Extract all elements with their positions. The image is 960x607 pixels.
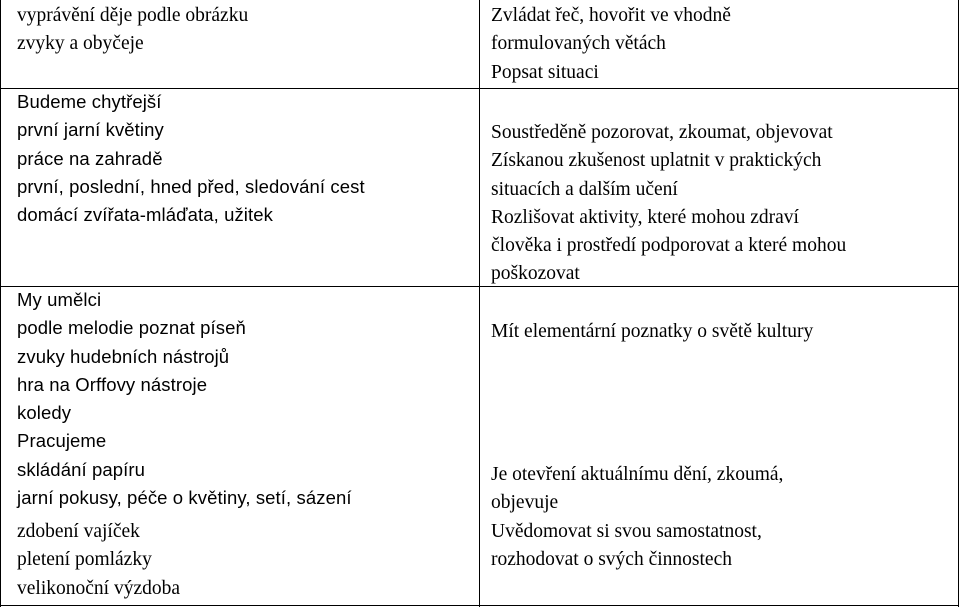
text-line: zvuky hudebních nástrojů bbox=[17, 345, 230, 367]
text-line: Pracujeme bbox=[17, 430, 107, 452]
text-line: objevuje bbox=[491, 492, 559, 514]
right-cell-3 bbox=[491, 318, 813, 346]
text-line: Popsat situaci bbox=[491, 61, 599, 83]
left-cell-2 bbox=[17, 88, 365, 229]
text-line: první jarní květiny bbox=[17, 119, 164, 141]
table-border-right bbox=[958, 0, 959, 607]
column-divider bbox=[479, 0, 480, 607]
left-cell-1 bbox=[17, 2, 248, 59]
text-line: hra na Orffovy nástroje bbox=[17, 373, 208, 395]
right-cell-1 bbox=[491, 2, 731, 87]
text-line: koledy bbox=[17, 402, 72, 424]
text-line: domácí zvířata-mláďata, užitek bbox=[17, 204, 273, 226]
text-line: My umělci bbox=[17, 289, 102, 310]
text-line: zvyky a obyčeje bbox=[17, 33, 144, 55]
text-line: Soustředěně pozorovat, zkoumat, objevovat bbox=[491, 122, 833, 143]
left-cell-3-serif bbox=[17, 518, 180, 603]
text-line: poškozovat bbox=[491, 263, 580, 285]
left-cell-3 bbox=[17, 286, 352, 512]
table-border-left bbox=[0, 0, 1, 607]
right-cell-4 bbox=[491, 461, 783, 574]
text-line: člověka i prostředí podporovat a které mohou bbox=[491, 235, 847, 257]
text-line: podle melodie poznat píseň bbox=[17, 317, 246, 339]
text-line: práce na zahradě bbox=[17, 147, 163, 169]
text-line: skládání papíru bbox=[17, 458, 146, 480]
text-line: pletení pomlázky bbox=[17, 549, 152, 571]
right-cell-2 bbox=[491, 119, 846, 289]
text-line: velikonoční výzdoba bbox=[17, 577, 180, 599]
text-line: Je otevření aktuálnímu dění, zkoumá, bbox=[491, 464, 784, 485]
text-line: situacích a dalším učení bbox=[491, 178, 678, 200]
text-line: Rozlišovat aktivity, které mohou zdraví bbox=[491, 206, 799, 228]
text-line: vyprávění děje podle obrázku bbox=[17, 5, 249, 26]
text-line: Získanou zkušenost uplatnit v praktických bbox=[491, 150, 822, 172]
text-line: Mít elementární poznatky o světě kultury bbox=[491, 321, 814, 342]
text-line: Budeme chytřejší bbox=[17, 91, 162, 112]
text-line: rozhodovat o svých činnostech bbox=[491, 548, 732, 570]
text-line: Uvědomovat si svou samostatnost, bbox=[491, 520, 762, 542]
text-line: formulovaných větách bbox=[491, 33, 666, 55]
text-line: první, poslední, hned před, sledování cest bbox=[17, 175, 365, 197]
text-line: zdobení vajíček bbox=[17, 521, 140, 542]
text-line: jarní pokusy, péče o květiny, setí, sázení bbox=[17, 487, 352, 509]
text-line: Zvládat řeč, hovořit ve vhodně bbox=[491, 5, 731, 26]
table-border-bottom bbox=[0, 605, 959, 606]
